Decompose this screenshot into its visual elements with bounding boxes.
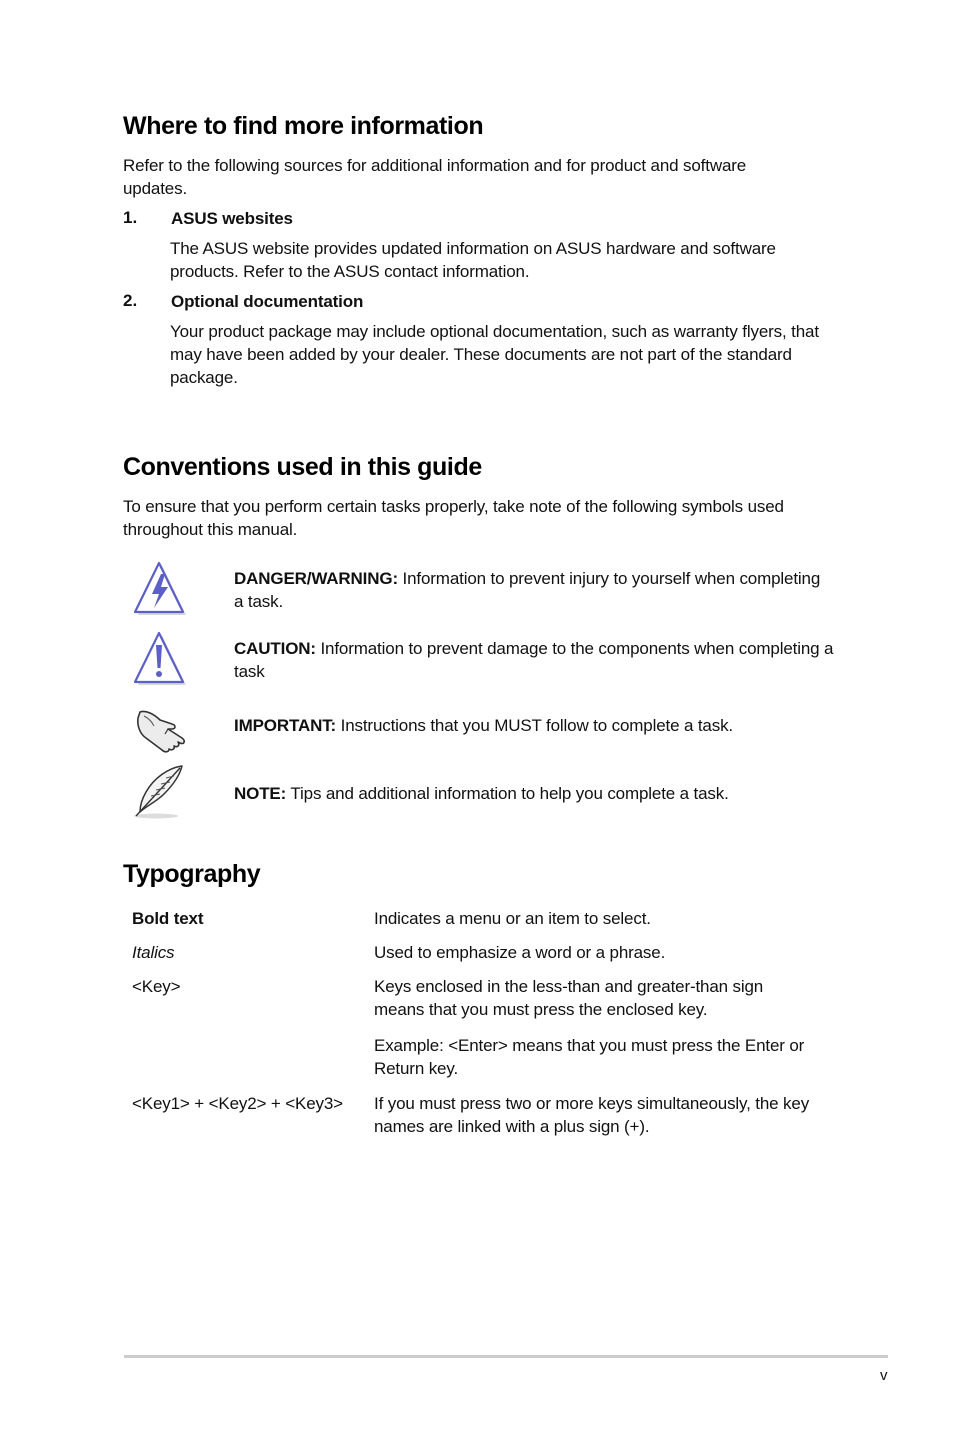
convention-description: Information to prevent damage to the components when completing a task (234, 639, 834, 681)
list-item-body: Your product package may include optional documentation, such as warranty flyers, that may have been added by your dealer. These documents are not part of the standard package. (170, 322, 819, 387)
convention-label: CAUTION: (234, 639, 316, 658)
convention-caution-text (234, 637, 834, 683)
convention-description: Tips and additional information to help you complete a task. (286, 784, 729, 803)
typography-description: Keys enclosed in the less-than and greater-than sign means that you must press the enclosed key. (374, 977, 764, 1019)
typography-description: Used to emphasize a word or a phrase. (374, 943, 666, 962)
list-item-number: 2. (123, 291, 138, 310)
typography-term: Italics (132, 943, 175, 962)
list-item-title: Optional documentation (171, 292, 364, 311)
footer-rule (124, 1355, 888, 1358)
convention-important-text (234, 714, 834, 737)
convention-description: Instructions that you MUST follow to complete a task. (336, 716, 733, 735)
section-title-typography: Typography (123, 860, 261, 888)
section-intro: To ensure that you perform certain tasks properly, take note of the following symbols used throughout this manual. (123, 497, 784, 539)
typography-term: Bold text (132, 909, 204, 928)
convention-description: Information to prevent injury to yourself when completing a task. (234, 569, 821, 611)
list-item-title: ASUS websites (171, 209, 293, 228)
danger-warning-icon (132, 561, 188, 621)
typography-description: If you must press two or more keys simultaneously, the key names are linked with a plus sign (+). (374, 1094, 810, 1136)
convention-danger-text (234, 567, 834, 613)
convention-label: IMPORTANT: (234, 716, 337, 735)
section-intro: Refer to the following sources for additional information and for product and software updates. (123, 156, 747, 198)
page-number: v (880, 1367, 888, 1384)
important-hand-icon (132, 700, 188, 760)
list-item-body: The ASUS website provides updated information on ASUS hardware and software products. Refer to the ASUS contact information. (170, 239, 776, 281)
section-title-more-information: Where to find more information (123, 112, 484, 140)
convention-label: NOTE: (234, 784, 287, 803)
typography-description: Indicates a menu or an item to select. (374, 909, 651, 928)
list-item-number: 1. (123, 208, 138, 227)
typography-description: Example: <Enter> means that you must press the Enter or Return key. (374, 1036, 805, 1078)
convention-label: DANGER/WARNING: (234, 569, 398, 588)
convention-note-text (234, 782, 834, 805)
typography-term: <Key1> + <Key2> + <Key3> (132, 1094, 343, 1113)
section-title-conventions: Conventions used in this guide (123, 453, 482, 481)
caution-icon (132, 631, 188, 691)
note-quill-icon (130, 762, 186, 822)
typography-term: <Key> (132, 977, 181, 996)
